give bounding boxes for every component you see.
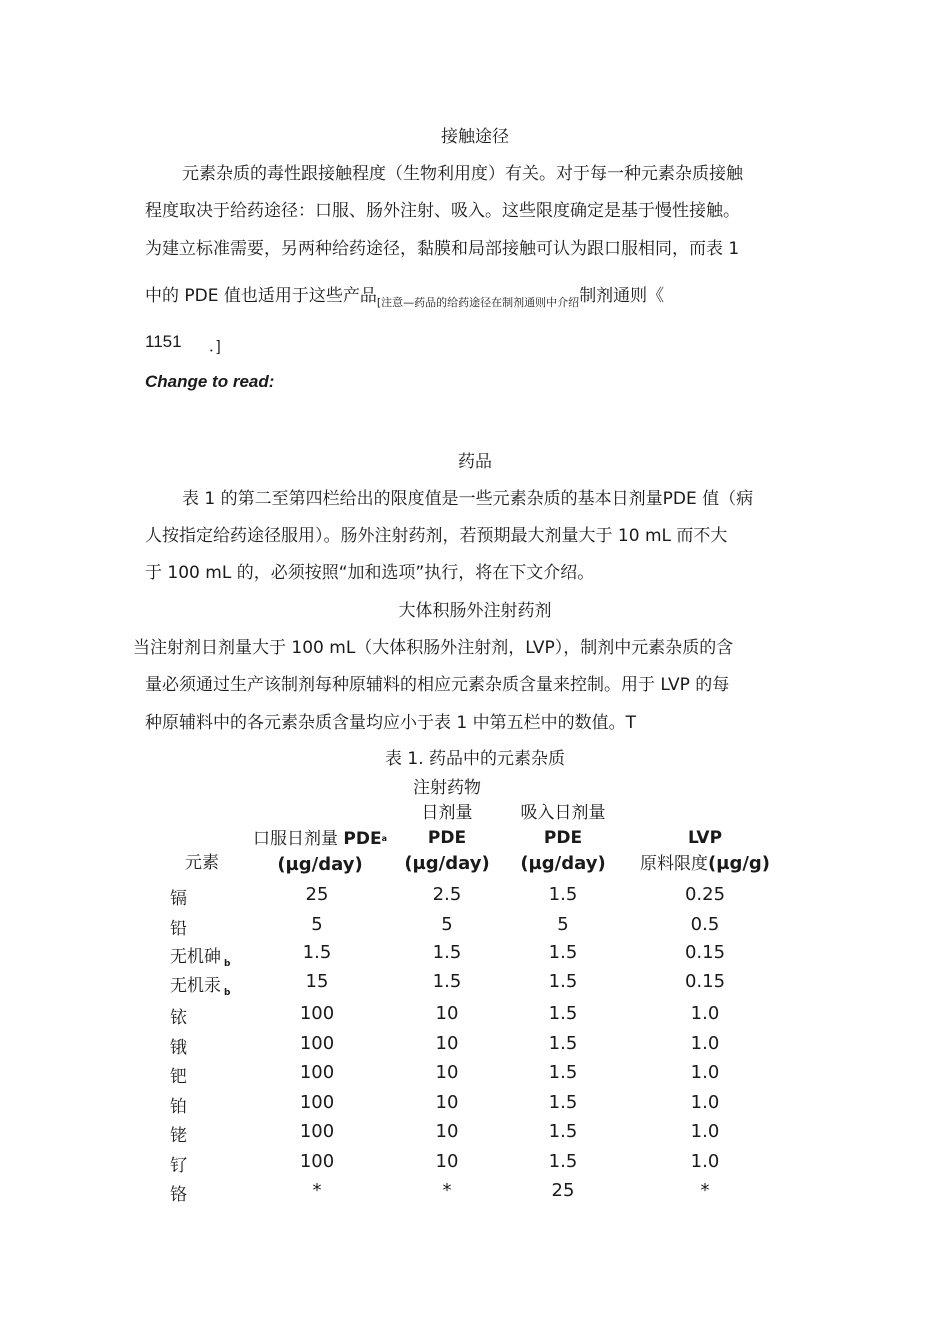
header-unit: (µg/day) — [277, 854, 363, 875]
inhalation-value-cell: 1.5 — [548, 1092, 578, 1113]
parenteral-value-cell: 2.5 — [432, 884, 462, 905]
lvp-value-cell: 1.0 — [690, 1033, 720, 1054]
column-header-parenteral — [392, 776, 502, 876]
lvp-value-cell: * — [700, 1180, 710, 1201]
header-text: 吸入日剂量 — [520, 803, 606, 823]
paragraph-text: 中的 PDE 值也适用于这些产品 — [145, 286, 377, 306]
lvp-value-cell: 1.0 — [690, 1062, 720, 1083]
column-header-lvp — [620, 826, 790, 877]
paragraph-line: 量必须通过生产该制剂每种原辅料的相应元素杂质含量来控制。用于 LVP 的每 — [145, 675, 730, 695]
oral-value-cell: 100 — [299, 1033, 335, 1054]
header-text: 日剂量 — [421, 803, 473, 823]
oral-value-cell: 100 — [299, 1062, 335, 1083]
header-text: 原料限度 — [639, 854, 708, 874]
oral-value-cell: * — [312, 1180, 322, 1201]
element-name: 铅 — [170, 919, 187, 939]
reference-close: ．] — [209, 338, 221, 355]
footnote-marker-b: b — [224, 988, 231, 998]
inhalation-value-cell: 1.5 — [548, 971, 578, 992]
header-unit: (µg/day) — [520, 853, 606, 874]
footnote-marker-b: b — [224, 959, 231, 969]
element-name-cell — [170, 942, 230, 969]
header-text: 口服日剂量 — [253, 829, 338, 849]
inhalation-value-cell: 1.5 — [548, 942, 578, 963]
change-to-read-label: Change to read: — [145, 372, 275, 391]
element-name: 钌 — [170, 1156, 187, 1176]
paragraph-line: 程度取决于给药途径：口服、肠外注射、吸入。这些限度确定是基于慢性接触。 — [145, 201, 740, 221]
lvp-value-cell: 1.0 — [690, 1092, 720, 1113]
element-name: 无机砷 — [170, 947, 221, 967]
inhalation-value-cell: 1.5 — [548, 884, 578, 905]
inhalation-value-cell: 5 — [557, 914, 569, 935]
parenteral-value-cell: 10 — [435, 1151, 459, 1172]
parenteral-value-cell: 1.5 — [432, 971, 462, 992]
oral-value-cell: 100 — [299, 1003, 335, 1024]
oral-value-cell: 25 — [305, 884, 329, 905]
parenteral-value-cell: 5 — [441, 914, 453, 935]
oral-value-cell: 100 — [299, 1121, 335, 1142]
column-header-element: 元素 — [185, 853, 219, 873]
element-name: 铑 — [170, 1126, 187, 1146]
inhalation-value-cell: 1.5 — [548, 1121, 578, 1142]
element-name-cell — [170, 884, 187, 909]
paragraph-line: 元素杂质的毒性跟接触程度（生物利用度）有关。对于每一种元素杂质接触 — [182, 164, 743, 184]
element-name-cell — [170, 914, 187, 939]
header-text: 注射药物 — [413, 778, 481, 798]
parenteral-value-cell: * — [442, 1180, 452, 1201]
reference-number: 1151 — [145, 332, 182, 351]
paragraph-line: 当注射剂日剂量大于 100 mL（大体积肠外注射剂，LVP），制剂中元素杂质的含 — [133, 638, 734, 658]
header-unit: (µg/g) — [707, 853, 771, 874]
column-header-inhalation — [508, 801, 618, 876]
element-name-cell — [170, 1092, 187, 1117]
element-name: 铱 — [170, 1008, 187, 1028]
inhalation-value-cell: 1.5 — [548, 1033, 578, 1054]
element-name-cell — [170, 1062, 187, 1087]
lvp-value-cell: 1.0 — [690, 1121, 720, 1142]
paragraph-line: 种原辅料中的各元素杂质含量均应小于表 1 中第五栏中的数值。T — [145, 713, 637, 733]
parenteral-value-cell: 10 — [435, 1121, 459, 1142]
section-title-lvp: 大体积肠外注射药剂 — [398, 601, 552, 621]
header-lvp: LVP — [687, 828, 723, 848]
parenteral-value-cell: 1.5 — [432, 942, 462, 963]
lvp-value-cell: 1.0 — [690, 1003, 720, 1024]
lvp-value-cell: 1.0 — [690, 1151, 720, 1172]
parenteral-value-cell: 10 — [435, 1092, 459, 1113]
parenteral-value-cell: 10 — [435, 1062, 459, 1083]
oral-value-cell: 15 — [305, 971, 329, 992]
inhalation-value-cell: 1.5 — [548, 1003, 578, 1024]
element-name-cell — [170, 1180, 187, 1205]
paragraph-line: 人按指定给药途径服用）。肠外注射药剂，若预期最大剂量大于 10 mL 而不大 — [145, 526, 728, 546]
element-name: 铂 — [170, 1097, 187, 1117]
table-caption: 表 1. 药品中的元素杂质 — [384, 749, 566, 769]
lvp-value-cell: 0.25 — [684, 884, 726, 905]
paragraph-line: 于 100 mL 的，必须按照“加和选项”执行，将在下文介绍。 — [145, 563, 595, 583]
inhalation-value-cell: 1.5 — [548, 1151, 578, 1172]
lvp-value-cell: 0.15 — [684, 942, 726, 963]
note-text: [注意—药品的给药途径在制剂通则中介绍 — [376, 296, 580, 309]
element-name-cell — [170, 971, 230, 998]
element-name: 锇 — [170, 1038, 187, 1058]
oral-value-cell: 1.5 — [302, 942, 332, 963]
section-title-drug-products: 药品 — [458, 452, 492, 472]
paragraph-text: 制剂通则《 — [579, 286, 665, 306]
paragraph-line: 表 1 的第二至第四栏给出的限度值是一些元素杂质的基本日剂量PDE 值（病 — [182, 489, 754, 509]
element-name-cell — [170, 1003, 187, 1028]
footnote-marker-a: a — [381, 834, 387, 843]
inhalation-value-cell: 25 — [551, 1180, 575, 1201]
element-name: 钯 — [170, 1067, 187, 1087]
paragraph-line: 为建立标准需要，另两种给药途径，黏膜和局部接触可认为跟口服相同，而表 1 — [145, 239, 740, 259]
element-name-cell — [170, 1033, 187, 1058]
lvp-value-cell: 0.15 — [684, 971, 726, 992]
element-name: 镉 — [170, 889, 187, 909]
paragraph-line — [145, 281, 664, 310]
element-name: 无机汞 — [170, 976, 221, 996]
column-header-oral — [240, 826, 400, 877]
element-name-cell — [170, 1121, 187, 1146]
element-name-cell — [170, 1151, 187, 1176]
header-pde: PDE — [343, 829, 382, 849]
header-pde: PDE — [543, 828, 583, 848]
header-unit: (µg/day) — [404, 853, 490, 874]
oral-value-cell: 5 — [311, 914, 323, 935]
lvp-value-cell: 0.5 — [690, 914, 720, 935]
oral-value-cell: 100 — [299, 1092, 335, 1113]
inhalation-value-cell: 1.5 — [548, 1062, 578, 1083]
oral-value-cell: 100 — [299, 1151, 335, 1172]
header-pde: PDE — [427, 828, 467, 848]
section-title-exposure-route: 接触途径 — [441, 127, 509, 147]
parenteral-value-cell: 10 — [435, 1033, 459, 1054]
parenteral-value-cell: 10 — [435, 1003, 459, 1024]
element-name: 铬 — [170, 1185, 187, 1205]
